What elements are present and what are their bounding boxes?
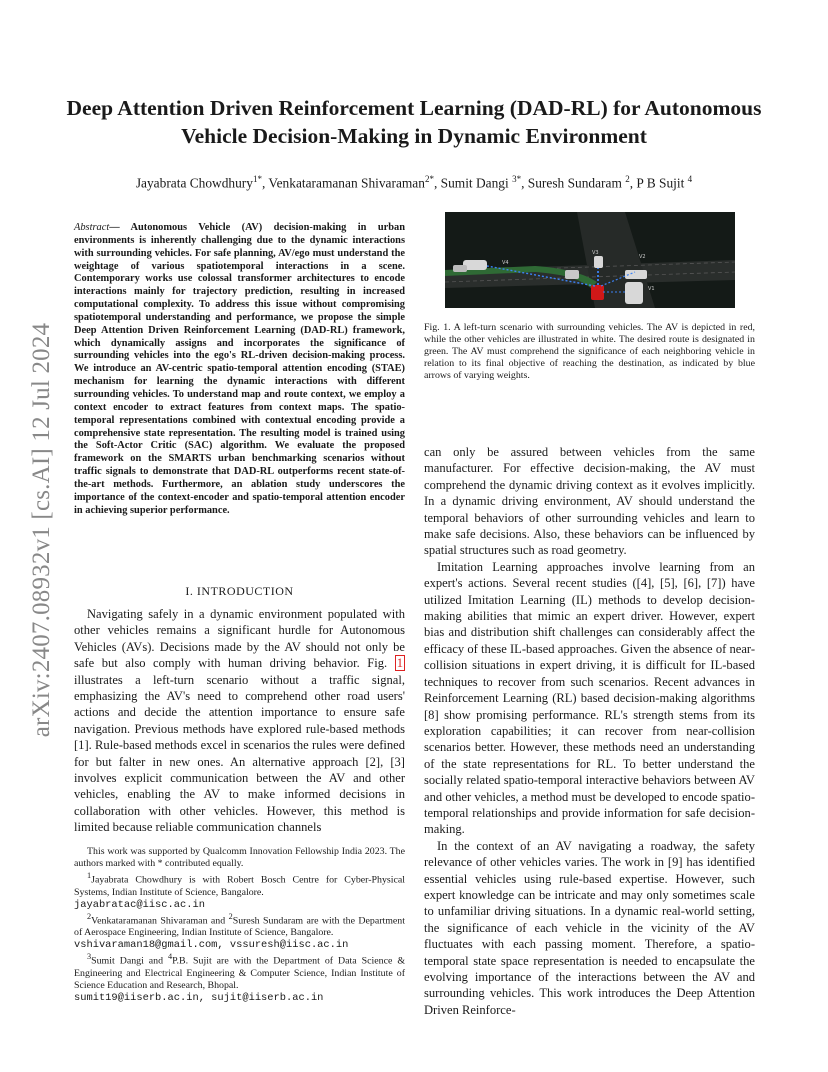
author-name: , Venkataramanan Shivaraman xyxy=(261,175,425,191)
author-name: , Sumit Dangi xyxy=(433,175,513,191)
email-2: vshivaraman18@gmail.com, vssuresh@iisc.ac.in xyxy=(74,939,349,952)
author-name: , Suresh Sundaram xyxy=(521,175,626,191)
author-list xyxy=(40,170,788,192)
author-name: Jayabrata Chowdhury xyxy=(135,175,253,191)
figure-caption: Fig. 1. A left-turn scenario with surrounding vehicles. The AV is depicted in red, while the other vehicles are illustrated in white. The desired route is designated in green. The AV must comprehend the significance of each neighboring vehicle in relation to its final objective of reaching the destination, as indicated by blue arrows of varying weights. xyxy=(424,322,755,382)
vehicle-v1 xyxy=(625,282,643,304)
abstract xyxy=(74,222,405,517)
scenario-figure xyxy=(445,212,735,308)
figure-reference-link[interactable]: 1 xyxy=(396,656,403,671)
arxiv-sidebar xyxy=(22,300,62,760)
scenario-illustration xyxy=(445,212,735,308)
section-heading: I. INTRODUCTION xyxy=(185,584,294,598)
label-v1: V1 xyxy=(648,286,655,292)
footnote-2: $^2$Venkataramanan Shivaraman and $^2$Suresh Sundaram are with the Department of Aerospace Engineering, Indian Institute of Science, Bangalore. vshivaraman18@gmail.com, vssuresh@iisc.ac.in xyxy=(74,911,405,952)
arxiv-identifier: arXiv:2407.08932v1 [cs.AI] 12 Jul 2024 xyxy=(28,322,55,738)
intro-paragraph: Navigating safely in a dynamic environment populated with other vehicles remains a significant hurdle for Autonomous Vehicles (AVs). Decisions made by the AV should not only be safe but also comply with human driving behavior. Fig. xyxy=(74,607,405,671)
label-v4: V4 xyxy=(502,260,509,266)
abstract-text: — Autonomous Vehicle (AV) decision-making in urban environments is inherently challenging due to the dynamic interactions with surrounding vehicles. For safe planning, AV/ego must understand the weightage of various spatiotemporal interactions in a scene. Contemporary works use colossal transformer architectures to encode interactions mainly for trajectory prediction, resulting in increased computational complexity. To address this issue without compromising spatiotemporal understanding and performance, we propose the simple Deep Attention Driven Reinforcement Learning (DAD-RL) framework, which dynamically assigns and incorporates the significance of surrounding vehicles into the ego's RL-driven decision-making process. We introduce an AV-centric spatio-temporal attention encoding (STAE) mechanism for learning the dynamic interactions with different surrounding vehicles. To understand map and route context, we employ a context encoder to extract features from context maps. The spatio-temporal representations combined with contextual encoding provide a comprehensive state representation. The resulting model is trained using the Soft-Actor Critic (SAC) algorithm. We evaluate the proposed framework on the SMARTS urban benchmarking scenarios without traffic signals to demonstrate that DAD-RL outperforms recent state-of-the-art methods. Furthermore, an ablation study underscores the importance of the context-encoder and spatio-temporal attention encoder in achieving superior performance. xyxy=(74,222,405,516)
footnotes xyxy=(74,846,405,1004)
email-1: jayabratac@iisc.ac.in xyxy=(74,898,205,911)
vehicle-v3 xyxy=(594,256,603,268)
right-column-text xyxy=(424,444,755,1018)
ego-vehicle xyxy=(591,285,604,300)
paper-title: Deep Attention Driven Reinforcement Learning (DAD-RL) for Autonomous Vehicle Decision-Making in Dynamic Environment xyxy=(66,96,762,148)
affiliation-mark: 2* xyxy=(424,174,434,184)
affiliation-mark: 3* xyxy=(512,174,522,184)
paragraph-1: can only be assured between vehicles from the same manufacturer. For effective decision-making, the AV must comprehend the dynamic driving context as it evolves implicitly. In a dynamic driving environment, AV should understand the temporal behaviors of other surrounding vehicles and learn to make safe decisions. Also, these behaviors can be influenced by spatial structures such as road geometry. xyxy=(424,445,755,558)
paragraph-2: Imitation Learning approaches involve learning from an expert's actions. Several recent studies ([4], [5], [6], [7]) have utilized Imitation Learning (IL) methods to develop decision-making abilities that mimic an expert driver. However, expert bias and distribution shift challenges can considerably affect the efficacy of these IL-based approaches. Given the absence of near-collision situations in expert driving, it is difficult for IL-based techniques to recover from such scenarios. Recent advances in Reinforcement Learning (RL) based decision-making algorithms [8] show promising performance. RL's strength stems from its exploration capabilities; it can recover from near-collision scenarios better. However, these methods need an understanding of the state representations for RL. To better understand the socially related spatio-temporal interactive behaviors between AV and other vehicles, a method must be developed to encode spatio-temporal relationships and provide information for safe decision-making. xyxy=(424,559,755,837)
funding-footnote: This work was supported by Qualcomm Innovation Fellowship India 2023. The authors marked with * contributed equally. xyxy=(74,846,405,870)
abstract-lead: Abstract xyxy=(74,222,110,233)
affiliation-mark: 2 xyxy=(625,174,630,184)
label-v3: V3 xyxy=(592,250,599,256)
affiliation-mark: 1* xyxy=(252,174,262,184)
footnote-1: $^1$Jayabrata Chowdhury is with Robert Bosch Centre for Cyber-Physical Systems, Indian Institute of Science, Bangalore. jayabratac@iisc.ac.in xyxy=(74,871,405,911)
label-v2: V2 xyxy=(639,254,646,260)
intro-paragraph-cont: illustrates a left-turn scenario without a traffic signal, emphasizing the AV's need to comprehend other road users' actions and decide the attention importance to ensure safe navigation. Previous methods have explored rule-based methods [1]. Rule-based methods excel in scenarios the rules were defined for but falter in new ones. An alternative approach [2], [3] involves explicit communication between the AV and other vehicles, enabling the AV to make informed decisions in collaboration with other vehicles. However, this method is limited because reliable communication channels xyxy=(74,672,405,835)
footnote-3: $^3$Sumit Dangi and $^4$P.B. Sujit are with the Department of Data Science & Engineering and Electrical Engineering & Computer Science, Indian Institute of Science Education and Research, Bhopal. sumit19@iiserb.ac.in, sujit@iiserb.ac.in xyxy=(74,952,405,1004)
email-3: sumit19@iiserb.ac.in, sujit@iiserb.ac.in xyxy=(74,991,324,1004)
intro-text xyxy=(74,606,405,836)
paragraph-3: In the context of an AV navigating a roadway, the safety relevance of other vehicles varies. The work in [9] has identified essential vehicles using rule-based expertise. However, such expert knowledge can be intricate and may only sometimes scale to unfamiliar driving situations. In a dynamic real-world setting, the significance of each vehicle in the vicinity of the AV fluctuates with each passing moment. Therefore, a spatio-temporal state space representation is needed to encapsulate the evolving importance of the interactions between the AV and surrounding vehicles. This work introduces the Deep Attention Driven Reinforce- xyxy=(424,838,755,1017)
affiliation-mark: 4 xyxy=(687,174,693,184)
author-name: , P B Sujit xyxy=(629,175,688,191)
